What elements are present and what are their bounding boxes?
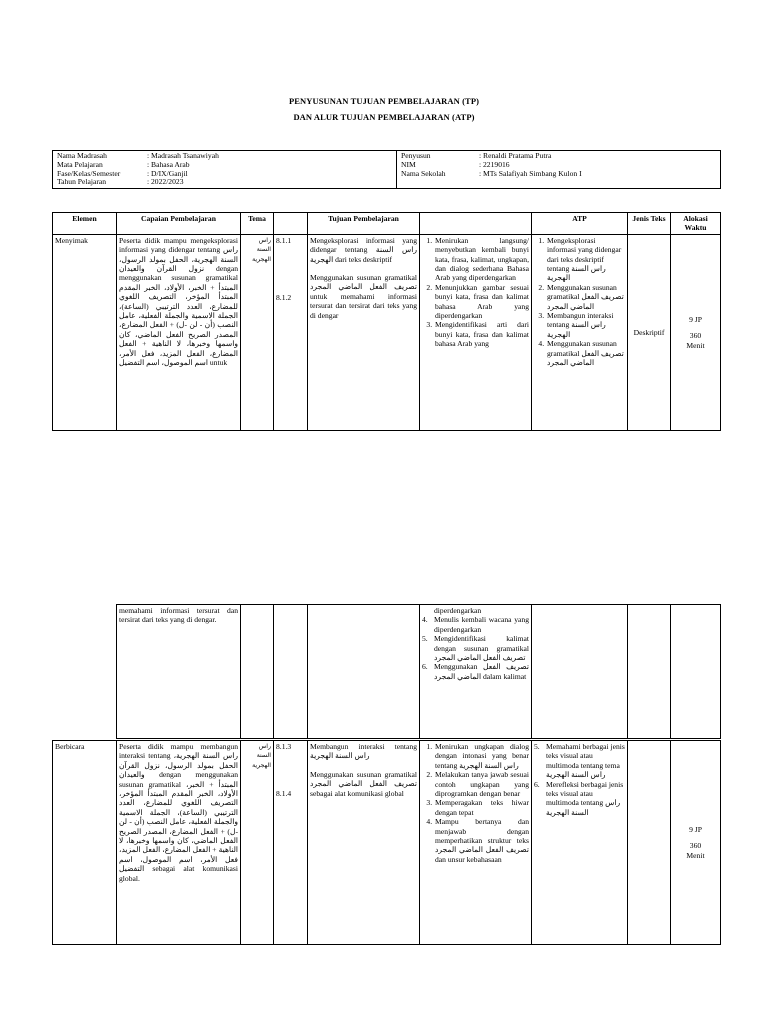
header-code [274,213,308,235]
cell-tema: راس السنة الهجرية [241,234,274,430]
header-jenis-teks: Jenis Teks [628,213,671,235]
atp-item: 2. Menggunakan susunan gramatikal تصريف الفعل الماضي المجرد [546,283,625,311]
info-label: Mata Pelajaran [57,159,103,169]
alokasi-menit-num: 360 [689,841,702,851]
info-value: : Madrasah Tsanawiyah [147,151,219,160]
kegiatan-item: 4. Mampu bertanya dan menjawab dengan memperhatikan struktur teks تصريف الفعل الماضي المجرد dan unsur kebahasaan [434,817,529,864]
tujuan-item: Menggunakan susunan gramatikal تصريف الفعل الماضي المجرد sebagai alat komunikasi global [310,769,417,798]
cell-elemen: Berbicara [53,741,117,945]
tp-atp-table-page2-berbicara [52,740,721,945]
info-left [55,152,221,187]
tujuan-item: Menggunakan susunan gramatikal تصريف الفعل الماضي المجرد untuk memahami informasi tersurat dan tersirat dari teks yang di dengar [310,273,417,320]
alokasi-jp: 9 JP [689,824,702,834]
kegiatan-item: 2. Melakukan tanya jawab sesuai contoh ungkapan yang diprogramkan dengan benar [434,770,529,798]
code-label: 8.1.2 [276,293,292,303]
kegiatan-item: 2. Menunjukkan gambar sesuai bunyi kata, frasa dan kalimat bahasa Arab yang diperdengarkan [434,283,529,321]
info-value: : MTs Salafiyah Simbang Kulon I [479,168,582,178]
atp-item: 4. Menggunakan susunan gramatikal تصريف الفعل الماضي المجرد [546,339,625,367]
cell-jenis-teks [628,741,671,945]
info-left-cell [53,151,397,189]
code-label: 8.1.1 [276,235,292,245]
tp-atp-table-page1 [52,212,721,431]
tp-atp-table-page2 [116,604,721,739]
header-atp: ATP [532,213,628,235]
kegiatan-item: 6. Menggunakan تصريف الفعل الماضي المجرد dalam kalimat [422,662,529,681]
table-row-menyimak [53,234,721,430]
atp-item: 1. Mengeksplorasi informasi yang didengar dari teks deskriptif tentang راس السنة الهجرية [546,236,625,283]
info-label: Penyusun [401,151,431,160]
alokasi-menit-num: 360 [689,331,702,341]
table-row-berbicara [53,741,721,945]
table-row-continuation [117,605,721,739]
alokasi-menit: Menit [686,850,705,860]
cell-tujuan [308,234,420,430]
info-label: Nama Sekolah [401,168,446,178]
kegiatan-item: 1. Menirukan ungkapan dialog dengan intonasi yang benar tentang راس السنة الهجرية [434,742,529,770]
kegiatan-item: 1. Menirukan langsung/ menyebutkan kembali bunyi kata, frasa, kalimat, ungkapan, dan dialog sederhana Bahasa Arab yang diperdengarkan [434,236,529,283]
cell-kegiatan [420,234,532,430]
cell-atp [532,741,628,945]
cell-tujuan [308,741,420,945]
info-value: : Renaldi Pratama Putra [479,151,552,160]
kegiatan-item: 3. Mengidentifikasi arti dari bunyi kata, frasa dan kalimat bahasa Arab yang [434,320,529,348]
cell-alokasi [671,234,721,430]
info-row [399,170,584,179]
atp-item: 5. Memahami berbagai jenis teks visual atau multimoda tentang tema راس السنة الهجرية [534,742,625,780]
header-alokasi-waktu: Alokasi Waktu [671,213,721,235]
header-elemen: Elemen [53,213,117,235]
atp-item: 3. Membangun interaksi tentang راس السنة الهجرية [546,311,625,339]
code-label: 8.1.4 [276,789,292,799]
alokasi-menit: Menit [686,340,705,350]
tujuan-item: Mengeksplorasi informasi yang didengar tentang راس السنة الهجرية dari teks deskriptif [310,235,418,264]
cell-capaian: Peserta didik mampu membangun interaksi tentang راس السنة الهجرية، الحفل بمولد الرسول، نزول القرآن والعيدان dengan menggunakan susunan gramatikal المبتدأ + الخبر، الأولاد، الخبر المقدم المبتدأ المؤخر، التصريف اللغوي للمضارع، العدد الترتيبي (الساعة)، الجملة الاسمية والجملة الفعلية، عامل النصب (أن - لن -ل) + الفعل المضارع، المصدر الصريح الفعل الماضي، كان واسمها وخبرها، لا الناهية + الفعل المضارع، الفعل المزيد، فعل الأمر، اسم الموصول، اسم التفضيل sebagai alat komunikasi global. [117,741,241,945]
kegiatan-item: 3. Memperagakan teks hiwar dengan tepat [434,798,529,817]
cell-jenis-teks: Deskriptif [628,234,671,430]
cell-kegiatan [420,741,532,945]
cell-tema [241,605,274,739]
tujuan-item: Membangun interaksi tentang راس السنة الهجرية [310,742,417,761]
header-kegiatan [420,213,532,235]
cell-elemen: Menyimak [53,234,117,430]
info-label: Tahun Pelajaran [57,177,107,187]
cell-atp [532,234,628,430]
document-title-line1: PENYUSUNAN TUJUAN PEMBELAJARAN (TP) [288,96,480,106]
atp-item: 6. Merefleksi berbagai jenis teks visual atau multimoda tentang راس السنة الهجرية [534,779,624,817]
info-value: : D/IX/Ganjil [147,168,188,178]
cell-tujuan [308,605,420,739]
header-tujuan: Tujuan Pembelajaran [308,213,420,235]
cell-codes [274,741,308,945]
cell-tema: راس السنة الهجرية [241,741,274,945]
cell-alokasi [671,741,721,945]
header-tema: Tema [241,213,274,235]
cell-jenis-teks [628,605,671,739]
info-row [55,178,221,187]
header-capaian: Capaian Pembelajaran [117,213,241,235]
code-label: 8.1.3 [276,742,292,751]
info-right-cell [397,151,721,189]
cell-capaian: memahami informasi tersurat dan tersirat dari teks yang di dengar. [117,605,241,739]
cell-capaian: Peserta didik mampu mengeksplorasi informasi yang didengar tentang راس السنة الهجرية، الحفل بمولد الرسول، نزول القرآن والعيدان dengan menggunakan susunan gramatikal المبتدأ + الخبر، الأولاد، الخبر المقدم المبتدأ المؤخر، التصريف اللغوي للمضارع، العدد الترتيبي (الساعة)، الجملة الاسمية والجملة الفعلية، عامل النصب (أن - لن -ل) + الفعل المضارع، المصدر الصريح الفعل الماضي، كان واسمها وخبرها، لا الناهية + الفعل المضارع، الفعل المزيد، فعل الأمر، اسم الموصول، اسم التفضيل untuk [117,234,241,430]
info-value: : 2219016 [479,159,510,169]
info-table [52,150,721,189]
kegiatan-item: diperdengarkan [434,606,482,615]
cell-alokasi [671,605,721,739]
info-label: NIM [401,159,416,169]
kegiatan-item: 4. Menulis kembali wacana yang diperdengarkan [422,615,529,634]
info-label: Fase/Kelas/Semester [57,168,121,178]
document-title-line2: DAN ALUR TUJUAN PEMBELAJARAN (ATP) [293,112,475,122]
alokasi-jp: 9 JP [689,314,702,324]
info-label: Nama Madrasah [57,151,107,160]
info-value: : Bahasa Arab [147,159,190,169]
cell-codes [274,234,308,430]
cell-kegiatan [420,605,532,739]
info-value: : 2022/2023 [147,177,184,187]
table-header-row [53,213,721,235]
kegiatan-item: 5. Mengidentifikasi kalimat dengan susunan gramatikal تصريف الفعل الماضي المجرد [422,634,529,663]
info-right [399,152,584,178]
cell-codes [274,605,308,739]
cell-atp [532,605,628,739]
